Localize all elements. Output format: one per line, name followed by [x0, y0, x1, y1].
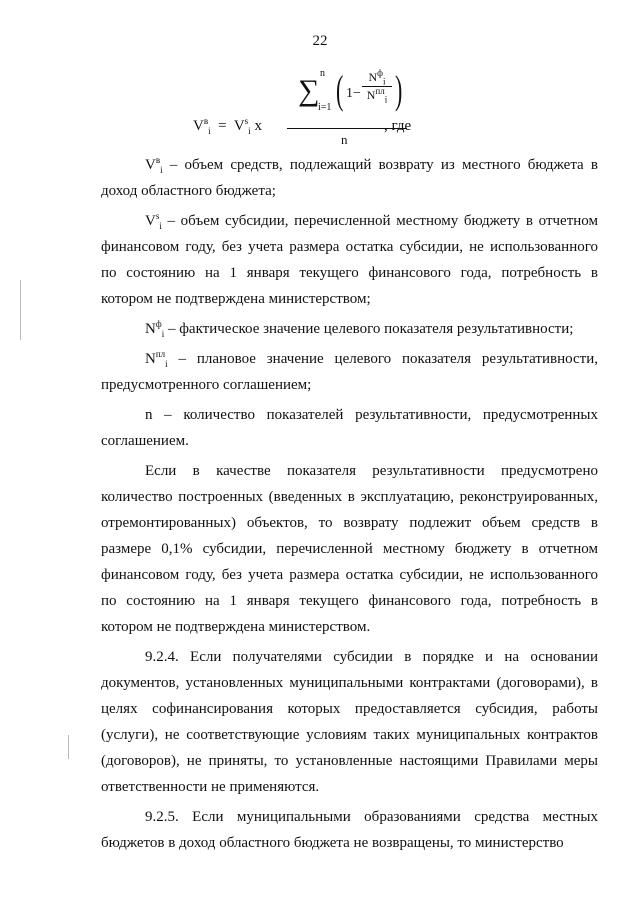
paragraph-symbol-sub: i	[165, 359, 168, 369]
paragraph-symbol-sub: i	[160, 165, 163, 175]
formula	[0, 68, 640, 148]
formula-rhs-symbol: V	[233, 118, 245, 134]
paragraph-text: – плановое значение целевого показателя результативности, предусмотренного соглашением;	[101, 351, 598, 393]
paragraph	[101, 152, 598, 204]
left-paren-icon: (	[335, 67, 344, 112]
paragraph-symbol-sup: в	[155, 155, 161, 165]
paragraph	[101, 208, 598, 312]
paragraph-symbol-sup: s	[155, 211, 160, 221]
formula-rhs-sub: i	[248, 126, 251, 136]
paragraph-text: – фактическое значение целевого показателя результативности;	[164, 321, 574, 337]
paragraph-symbol-sup: ф	[155, 319, 162, 329]
paragraph-symbol: N	[145, 321, 156, 337]
paragraph	[101, 402, 598, 454]
formula-one-minus: 1−	[346, 86, 361, 101]
formula-lhs-sup: в	[203, 116, 209, 126]
paragraph-symbol-sub: i	[161, 329, 165, 339]
paragraph-symbol-sup: пл	[155, 349, 166, 359]
formula-equals: =	[218, 118, 227, 134]
paragraph	[101, 804, 598, 856]
formula-denominator: n	[341, 132, 348, 147]
formula-lhs-symbol: V	[193, 118, 204, 134]
paragraph-text: Если в качестве показателя результативности предусмотрено количество построенных (введенных в эксплуатацию, реконструированных, отремонтированных) объектов, то возврату подлежит объем средств в размере 0,1% субсидии, перечисленной местному бюджету в отчетном финансовом году, без учета размера остатка субсидии, не использованного по состоянию на 1 января текущего финансового года, потребность в котором не подтверждена министерством.	[101, 463, 598, 635]
paragraph-symbol: N	[145, 351, 156, 367]
sum-upper-limit: n	[320, 68, 325, 79]
formula-times: x	[254, 118, 262, 134]
inner-denominator	[362, 87, 392, 103]
right-paren-icon: )	[394, 67, 403, 112]
paragraph-symbol: V	[145, 157, 156, 173]
paragraph-text: – объем средств, подлежащий возврату из местного бюджета в доход областного бюджета;	[101, 157, 598, 199]
inner-num-symbol: N	[368, 70, 378, 84]
sum-sign: ∑	[298, 74, 320, 107]
paragraph	[101, 316, 598, 342]
paragraph-text: – объем субсидии, перечисленной местному бюджету в отчетном финансовом году, без учета размера остатка субсидии, не использованного по состоянию на 1 января текущего финансового года, потребность в котором не подтверждена министерством;	[101, 213, 598, 307]
inner-den-symbol: N	[366, 88, 376, 102]
inner-den-sub: i	[384, 94, 388, 105]
scan-edge-mark	[20, 280, 21, 340]
inner-num-sub: i	[383, 76, 386, 87]
paragraph-symbol: n	[145, 407, 153, 423]
paragraph	[101, 644, 598, 800]
inner-num-sup: ф	[377, 68, 383, 78]
paragraph-text: 9.2.5. Если муниципальными образованиями средства местных бюджетов в доход областного бюджета не возвращены, то министерство	[101, 809, 598, 851]
page-number: 22	[312, 33, 328, 49]
body-text	[101, 152, 598, 856]
paragraph	[101, 346, 598, 398]
paragraph-symbol: V	[145, 213, 156, 229]
sum-lower-limit: i=1	[318, 102, 332, 113]
formula-lhs-sub: i	[208, 126, 211, 136]
paragraph-text: – количество показателей результативности, предусмотренных соглашением.	[101, 407, 598, 449]
inner-numerator	[362, 70, 392, 87]
formula-left-side	[193, 118, 262, 135]
scan-edge-mark	[68, 735, 69, 759]
formula-rhs-sup: s	[244, 116, 249, 126]
paragraph-text: 9.2.4. Если получателями субсидии в порядке и на основании документов, установленных муниципальными контрактами (договорами), в целях софинансирования которых предоставляется субсидия, работы (услуги), не соответствующие условиям таких муниципальных контрактов (договоров), не приняты, то установленные настоящими Правилами меры ответственности не применяются.	[101, 649, 598, 795]
inner-den-sup: пл	[375, 86, 385, 96]
paragraph-symbol-sub: i	[159, 221, 162, 231]
paragraph	[101, 458, 598, 640]
inner-fraction	[362, 70, 392, 103]
formula-where: , где	[384, 118, 412, 134]
